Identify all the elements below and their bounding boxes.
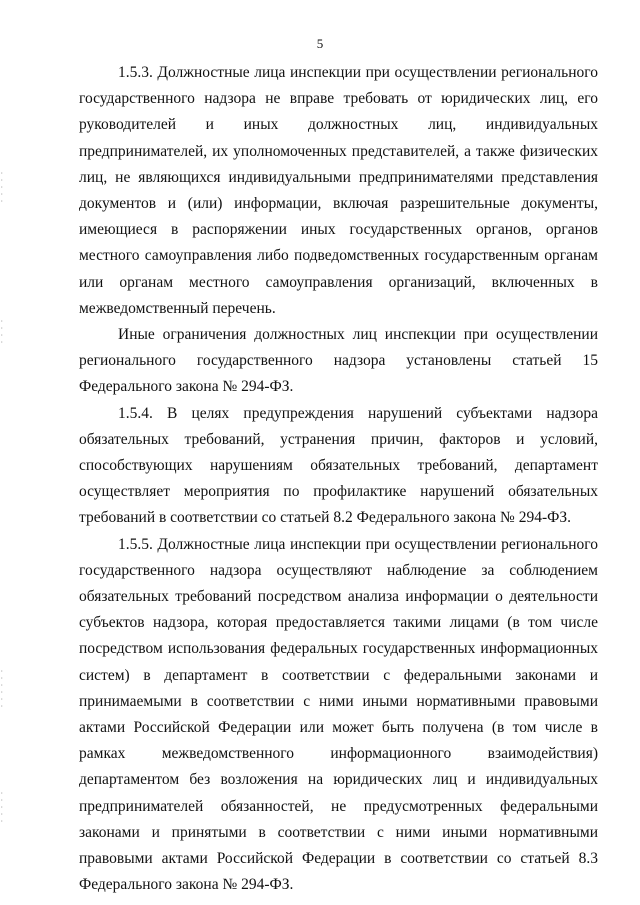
page-number: 5 xyxy=(316,36,324,51)
margin-mark: · · · · · xyxy=(0,170,4,205)
margin-mark: · · · · xyxy=(0,318,4,346)
paragraph-1-5-5: 1.5.5. Должностные лица инспекции при осуществлении регионального государственного надзора осуществляют наблюдение за соблюдением обязательных требований посредством анализа информации о деятельности субъектов надзора, которая предоставляется такими лицами (в том числе посредством использования федеральных государственных информационных систем) в департамент в соответствии с федеральными законами и принимаемыми в соответствии с ними иными нормативными правовыми актами Российской Федерации или может быть получена (в том числе в рамках межведомственного информационного взаимодействия) департаментом без возложения на юридических лиц и индивидуальных предпринимателей обязанностей, не предусмотренных федеральными законами и принятыми в соответствии с ними иными нормативными правовыми актами Российской Федерации в соответствии со статьей 8.3 Федерального закона № 294-ФЗ. xyxy=(79,535,598,894)
paragraph-1-5-3: 1.5.3. Должностные лица инспекции при осуществлении регионального государственного надзора не вправе требовать от юридических лиц, его руководителей и иных должностных лиц, индивидуальных предпринимателей, их уполномоченных представителей, а также физических лиц, не являющихся индивидуальными предпринимателями представления документов и (или) информации, включая разрешительные документы, имеющиеся в распоряжении иных государственных органов, органов местного самоуправления либо подведомственных государственным органам или органам местного самоуправления организаций, включенных в межведомственный перечень. xyxy=(79,64,598,317)
document-body xyxy=(79,60,598,899)
paragraph-restrictions: Иные ограничения должностных лиц инспекции при осуществлении регионального государственного надзора установлены статьей 15 Федерального закона № 294-ФЗ. xyxy=(79,326,598,396)
margin-mark: · · · · · xyxy=(0,790,4,825)
paragraph-1-5-4: 1.5.4. В целях предупреждения нарушений субъектами надзора обязательных требований, устранения причин, факторов и условий, способствующих нарушениям обязательных требований, департамент осуществляет мероприятия по профилактике нарушений обязательных требований в соответствии со статьей 8.2 Федерального закона № 294-ФЗ. xyxy=(79,404,598,527)
margin-mark: · · · · · · xyxy=(0,668,4,710)
